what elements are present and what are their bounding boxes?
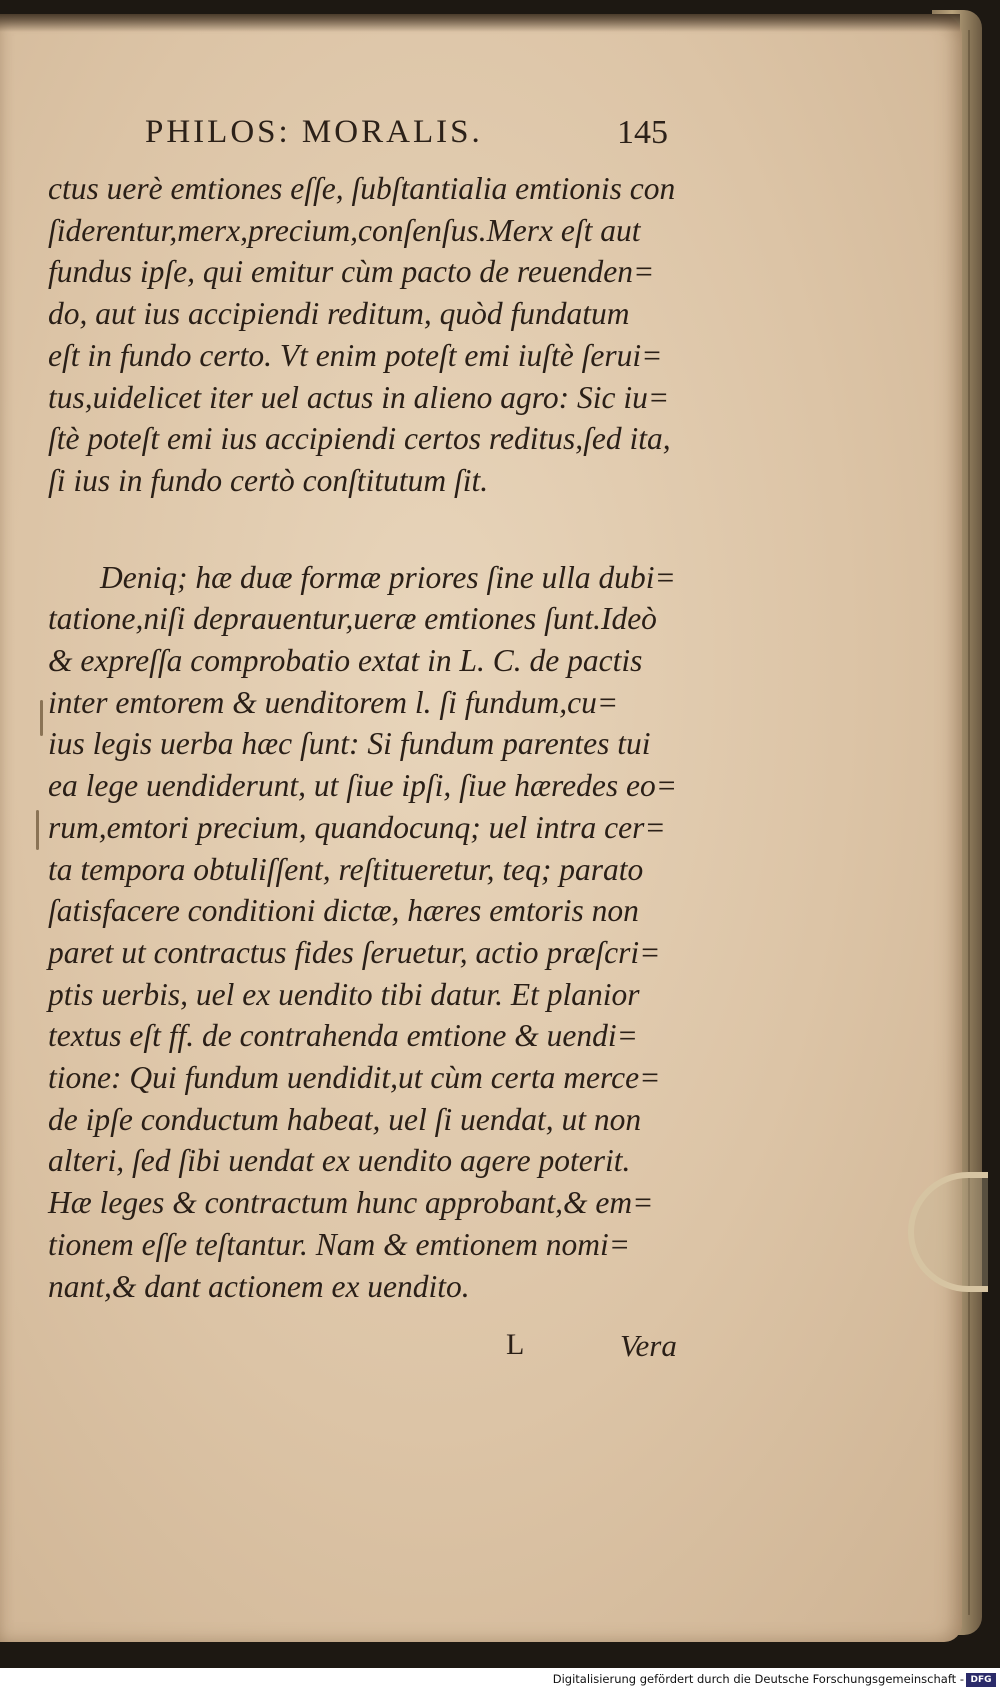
text-line: ptis uerbis, uel ex uendito tibi datur. Et planior [48,976,640,1012]
running-head: PHILOS: MORALIS. [145,114,483,150]
catchword: Vera [620,1328,677,1363]
signature-mark: L [506,1328,525,1361]
text-line: tus,uidelicet iter uel actus in alieno agro: Sic iu= [48,379,670,415]
text-line: tionem eſſe teſtantur. Nam & emtionem nomi= [48,1226,631,1262]
text-line: paret ut contractus fides ſeruetur, actio præſcri= [48,934,661,970]
paragraph-2 [48,557,698,1308]
paragraph-1 [48,168,698,502]
text-line: ctus uerè emtiones eſſe, ſubſtantialia emtionis con [48,171,676,206]
text-line: de ipſe conductum habeat, uel ſi uendat, ut non [48,1101,642,1137]
text-line: nant,& dant actionem ex uendito. [48,1268,470,1304]
margin-stain [40,700,43,736]
funding-credit: Digitalisierung gefördert durch die Deutsche Forschungsgemeinschaft - [552,1672,964,1686]
text-line: Hæ leges & contractum hunc approbant,& em= [48,1185,654,1221]
text-line: eſt in fundo certo. Vt enim poteſt emi iuſtè ſerui= [48,337,663,373]
text-line: fundus ipſe, qui emitur cùm pacto de reuenden= [48,254,655,290]
text-line: inter emtorem & uenditorem l. ſi fundum,cu= [48,684,619,720]
text-line: & expreſſa comprobatio extat in L. C. de pactis [48,643,643,679]
text-line: ea lege uendiderunt, ut ſiue ipſi, ſiue hæredes eo= [48,768,677,804]
text-line: Deniq; hæ duæ formæ priores ſine ulla dubi= [100,559,676,595]
text-line: tatione,niſi deprauentur,ueræ emtiones ſunt.Ideò [48,601,657,637]
text-line: ſatisfacere conditioni dictæ, hæres emtoris non [48,893,639,929]
page-header [0,114,700,164]
text-line: ſi ius in fundo certò conſtitutum ſit. [48,462,489,498]
text-line: alteri, ſed ſibi uendat ex uendito agere poterit. [48,1143,631,1179]
margin-stain [36,810,39,850]
dfg-logo-icon: DFG [966,1673,996,1687]
text-line: ius legis uerba hæc ſunt: Si fundum parentes tui [48,726,651,762]
text-line: textus eſt ff. de contrahenda emtione & uendi= [48,1018,638,1054]
text-line: rum,emtori precium, quandocunq; uel intra cer= [48,809,666,845]
page-number: 145 [617,114,668,151]
text-line: ſiderentur,merx,precium,conſenſus.Merx eſt aut [48,212,641,248]
text-line: tione: Qui fundum uendidit,ut cùm certa merce= [48,1060,661,1096]
body-text [48,168,698,1307]
catchline [0,1328,700,1368]
text-line: do, aut ius accipiendi reditum, quòd fundatum [48,296,630,332]
digitization-footer [0,1668,1000,1690]
text-line: ſtè poteſt emi ius accipiendi certos reditus,ſed ita, [48,421,671,457]
page-top-shadow [0,14,960,32]
text-line: ta tempora obtuliſſent, reſtitueretur, teq; parato [48,851,644,887]
